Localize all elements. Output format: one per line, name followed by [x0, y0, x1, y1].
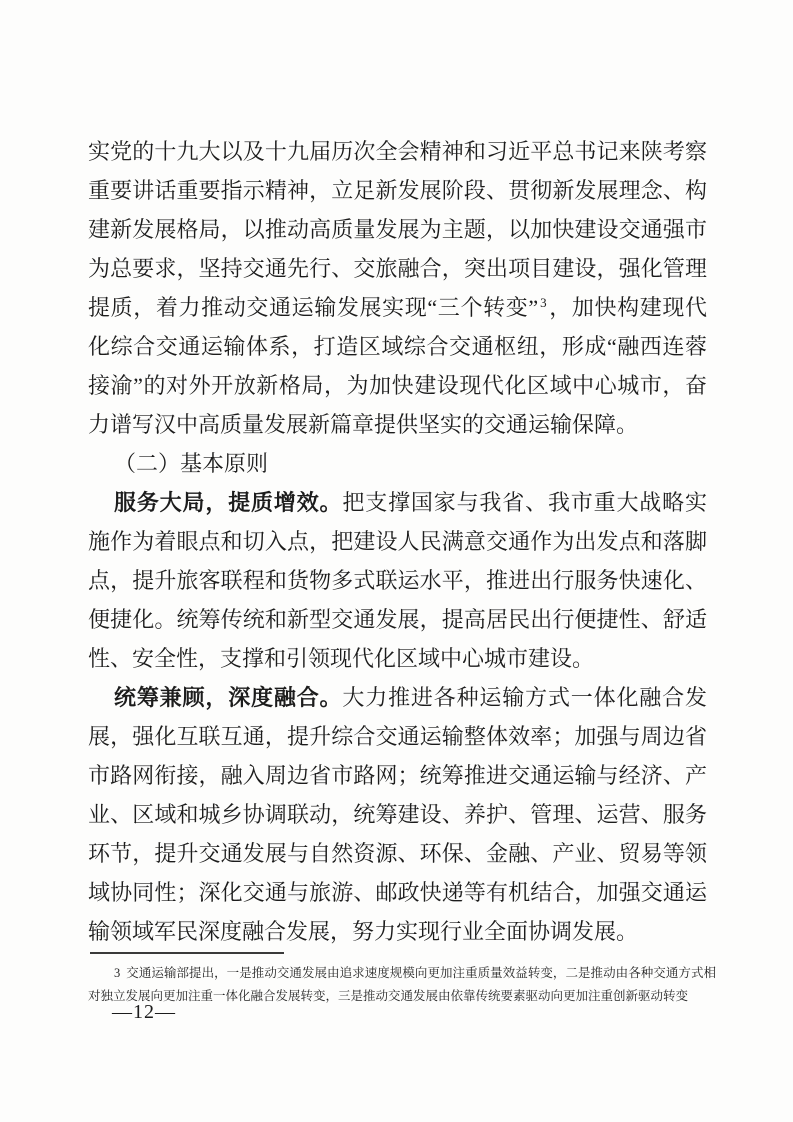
- footnote-marker: 3: [114, 966, 121, 980]
- footnote-body: 交通运输部提出，一是推动交通发展由追求速度规模向更加注重质量效益转变，二是推动由各种交通方式相对独立发展向更加注重一体化融合发展转变，三是推动交通发展由依靠传统要素驱动向更加注重创新驱动转变: [88, 966, 716, 1003]
- page-number: —12—: [112, 1001, 176, 1023]
- paragraph-continuation-text-after-ref: ，加快构建现代化综合交通运输体系，打造区域综合交通枢纽，形成“融西连蓉接渝”的对外开放新格局，为加快建设现代化区域中心城市，奋力谱写汉中高质量发展新篇章提供坚实的交通运输保障。: [88, 295, 707, 437]
- principle-2-body: 大力推进各种运输方式一体化融合发展，强化互联互通，提升综合交通运输整体效率；加强与周边省市路网衔接，融入周边省市路网；统筹推进交通运输与经济、产业、区域和城乡协调联动，统筹建设、养护、管理、运营、服务环节，提升交通发展与自然资源、环保、金融、产业、贸易等领域协同性；深化交通与旅游、邮政快递等有机结合，加强交通运输领域军民深度融合发展，努力实现行业全面协调发展。: [88, 685, 707, 944]
- paragraph-continuation: [88, 132, 707, 444]
- footnote-text: [88, 962, 716, 1008]
- principle-2-lead: 统筹兼顾，深度融合。: [114, 685, 343, 710]
- principle-1-body: 把支撑国家与我省、我市重大战略实施作为着眼点和切入点，把建设人民满意交通作为出发点和落脚点，提升旅客联程和货物多式联运水平，推进出行服务快速化、便捷化。统筹传统和新型交通发展，提高居民出行便捷性、舒适性、安全性，支撑和引领现代化区域中心城市建设。: [88, 490, 707, 671]
- document-body: [88, 132, 707, 951]
- principle-1-lead: 服务大局，提质增效。: [114, 490, 343, 515]
- footnote-divider-rule: [90, 952, 284, 954]
- footnote-area: [88, 952, 716, 1008]
- paragraph-principle-1: [88, 483, 707, 678]
- paragraph-continuation-text: 实党的十九大以及十九届历次全会精神和习近平总书记来陕考察重要讲话重要指示精神，立足新发展阶段、贯彻新发展理念、构建新发展格局，以推动高质量发展为主题，以加快建设交通强市为总要求，坚持交通先行、交旅融合，突出项目建设，强化管理提质，着力推动交通运输发展实现“三个转变”: [88, 139, 707, 320]
- footnote-reference-superscript: 3: [540, 294, 547, 310]
- section-heading: （二）基本原则: [114, 451, 269, 476]
- paragraph-principle-2: [88, 678, 707, 951]
